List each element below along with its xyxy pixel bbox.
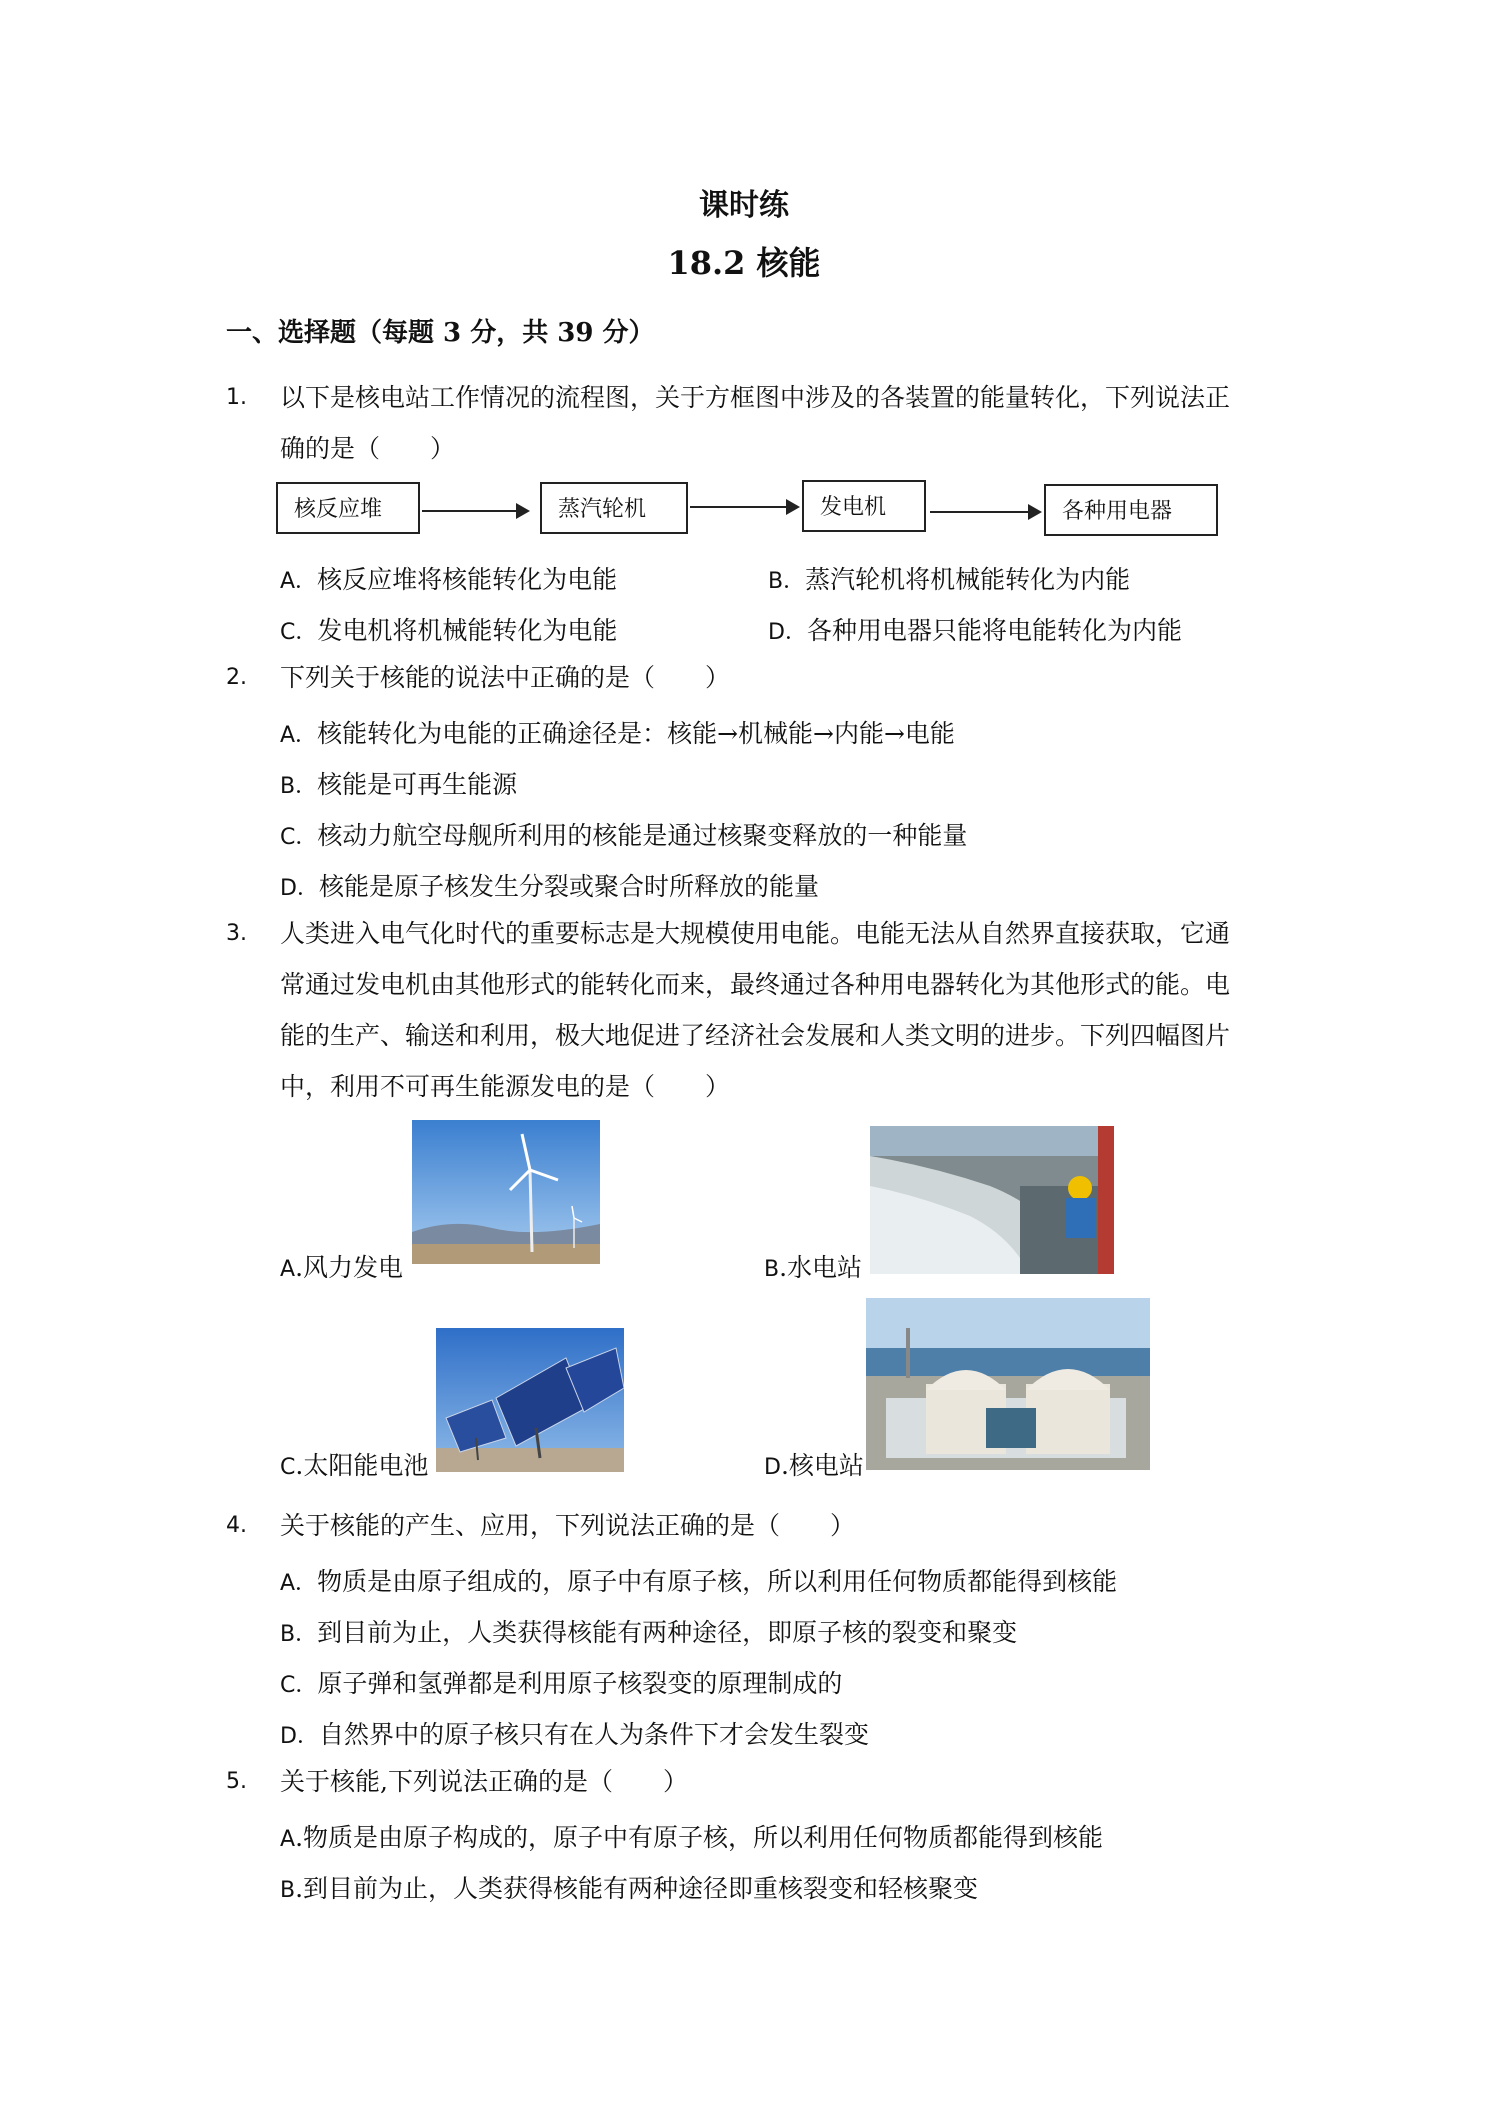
question-text: 关于核能,下列说法正确的是（ ） — [280, 1767, 688, 1796]
question-number: 4. — [226, 1513, 247, 1538]
option-c[interactable]: C．原子弹和氢弹都是利用原子核裂变的原理制成的 — [280, 1669, 843, 1698]
option-d[interactable]: D．自然界中的原子核只有在人为条件下才会发生裂变 — [280, 1720, 869, 1749]
question-text: 确的是（ ） — [280, 434, 456, 463]
question-number: 2. — [226, 665, 247, 690]
wind-turbine-image — [412, 1120, 600, 1264]
question-text: 以下是核电站工作情况的流程图，关于方框图中涉及的各装置的能量转化，下列说法正 — [280, 383, 1231, 412]
option-d[interactable]: D．核能是原子核发生分裂或聚合时所释放的能量 — [280, 872, 819, 901]
question-number: 1. — [226, 385, 247, 410]
option-c[interactable]: C．发电机将机械能转化为电能 — [280, 616, 618, 645]
section-heading: 一、选择题（每题 3 分，共 39 分） — [226, 318, 655, 348]
page-title: 课时练 — [699, 188, 789, 223]
option-b[interactable]: B.水电站 — [764, 1253, 863, 1282]
nuclear-power-plant-image — [866, 1298, 1150, 1470]
flow-arrow — [422, 510, 528, 512]
question-text: 能的生产、输送和利用，极大地促进了经济社会发展和人类文明的进步。下列四幅图片 — [280, 1021, 1231, 1050]
option-a[interactable]: A．核反应堆将核能转化为电能 — [280, 565, 618, 594]
question-number: 3. — [226, 921, 247, 946]
flow-box-reactor: 核反应堆 — [276, 482, 420, 534]
flow-arrow — [690, 506, 798, 508]
option-b[interactable]: B.到目前为止，人类获得核能有两种途径即重核裂变和轻核聚变 — [280, 1874, 979, 1903]
option-b[interactable]: B．蒸汽轮机将机械能转化为内能 — [768, 565, 1131, 594]
option-b[interactable]: B．到目前为止，人类获得核能有两种途径，即原子核的裂变和聚变 — [280, 1618, 1018, 1647]
option-d[interactable]: D．各种用电器只能将电能转化为内能 — [768, 616, 1182, 645]
flow-box-generator: 发电机 — [802, 480, 926, 532]
option-c[interactable]: C.太阳能电池 — [280, 1451, 429, 1480]
solar-panel-image — [436, 1328, 624, 1472]
question-text: 下列关于核能的说法中正确的是（ ） — [280, 663, 731, 692]
option-b[interactable]: B．核能是可再生能源 — [280, 770, 518, 799]
flow-box-turbine: 蒸汽轮机 — [540, 482, 688, 534]
question-number: 5. — [226, 1769, 247, 1794]
flow-arrow — [930, 511, 1040, 513]
option-d[interactable]: D.核电站 — [764, 1451, 864, 1480]
question-text: 中，利用不可再生能源发电的是（ ） — [280, 1072, 731, 1101]
lesson-title: 18.2 核能 — [667, 244, 821, 282]
flow-box-appliances: 各种用电器 — [1044, 484, 1218, 536]
option-a[interactable]: A．物质是由原子组成的，原子中有原子核，所以利用任何物质都能得到核能 — [280, 1567, 1118, 1596]
option-a[interactable]: A.物质是由原子构成的，原子中有原子核，所以利用任何物质都能得到核能 — [280, 1823, 1104, 1852]
question-text: 人类进入电气化时代的重要标志是大规模使用电能。电能无法从自然界直接获取，它通 — [280, 919, 1231, 948]
question-text: 常通过发电机由其他形式的能转化而来，最终通过各种用电器转化为其他形式的能。电 — [280, 970, 1231, 999]
option-c[interactable]: C．核动力航空母舰所利用的核能是通过核聚变释放的一种能量 — [280, 821, 968, 850]
option-a[interactable]: A.风力发电 — [280, 1253, 404, 1282]
option-a[interactable]: A．核能转化为电能的正确途径是：核能→机械能→内能→电能 — [280, 719, 955, 748]
hydropower-dam-image — [870, 1126, 1114, 1274]
question-text: 关于核能的产生、应用，下列说法正确的是（ ） — [280, 1511, 856, 1540]
